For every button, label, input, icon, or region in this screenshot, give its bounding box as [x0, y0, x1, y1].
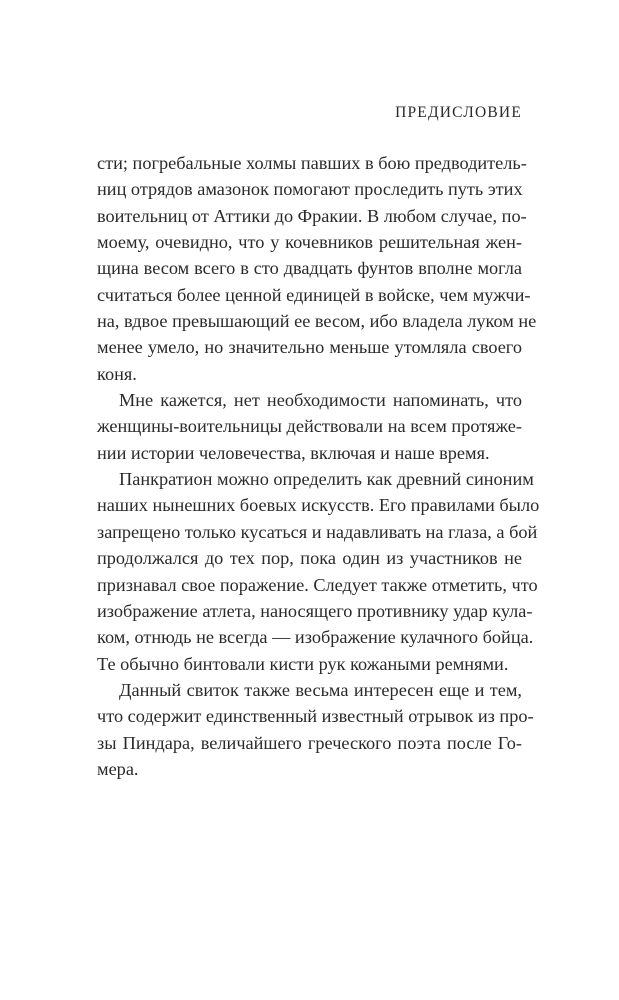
text-line: считаться более ценной единицей в войске, чем мужчи- [97, 284, 531, 305]
text-line: менее умело, но значительно меньше утомляла своего [97, 337, 522, 358]
body-text [97, 150, 540, 782]
text-line: сти; погребальные холмы павших в бою предводитель- [97, 153, 527, 173]
paragraph [97, 150, 537, 387]
text-line: признавал свое поражение. Следует также отметить, что [97, 574, 538, 595]
paragraph [97, 677, 534, 782]
text-line: Панкратион можно определить как древний синоним [119, 469, 534, 490]
text-line: мера. [97, 758, 139, 779]
text-line: моему, очевидно, что у кочевников решительная жен- [97, 232, 522, 253]
text-line: ком, отнюдь не всегда — изображение кулачного бойца. [97, 627, 534, 648]
text-line: на, вдвое превышающий ее весом, ибо владела луком не [97, 311, 537, 332]
text-line: что содержит единственный известный отрывок из про- [97, 706, 534, 727]
text-line: щина весом всего в сто двадцать фунтов вполне могла [97, 258, 522, 279]
text-line: нии истории человечества, включая и наше время. [97, 442, 490, 463]
text-line: зы Пиндара, величайшего греческого поэта после Го- [97, 732, 522, 753]
text-line: Данный свиток также весьма интересен еще и тем, [119, 679, 522, 700]
text-line: женщины-воительницы действовали на всем протяже- [97, 416, 522, 437]
text-line: запрещено только кусаться и надавливать на глаза, а бой [97, 521, 538, 542]
paragraph [97, 466, 540, 677]
text-line: коня. [97, 363, 137, 384]
running-head-title: ПРЕДИСЛОВИЕ [395, 104, 522, 121]
text-line: ниц отрядов амазонок помогают проследить путь этих [97, 179, 523, 200]
text-line: изображение атлета, наносящего противнику удар кула- [97, 600, 533, 621]
text-line: Те обычно бинтовали кисти рук кожаными ремнями. [97, 653, 509, 674]
text-line: наших нынешних боевых искусств. Его правилами было [97, 495, 540, 516]
text-line: Мне кажется, нет необходимости напоминать, что [119, 390, 522, 411]
text-line: воительниц от Аттики до Фракии. В любом случае, по- [97, 205, 527, 226]
paragraph [97, 387, 522, 466]
text-line: продолжался до тех пор, пока один из участников не [97, 548, 522, 569]
